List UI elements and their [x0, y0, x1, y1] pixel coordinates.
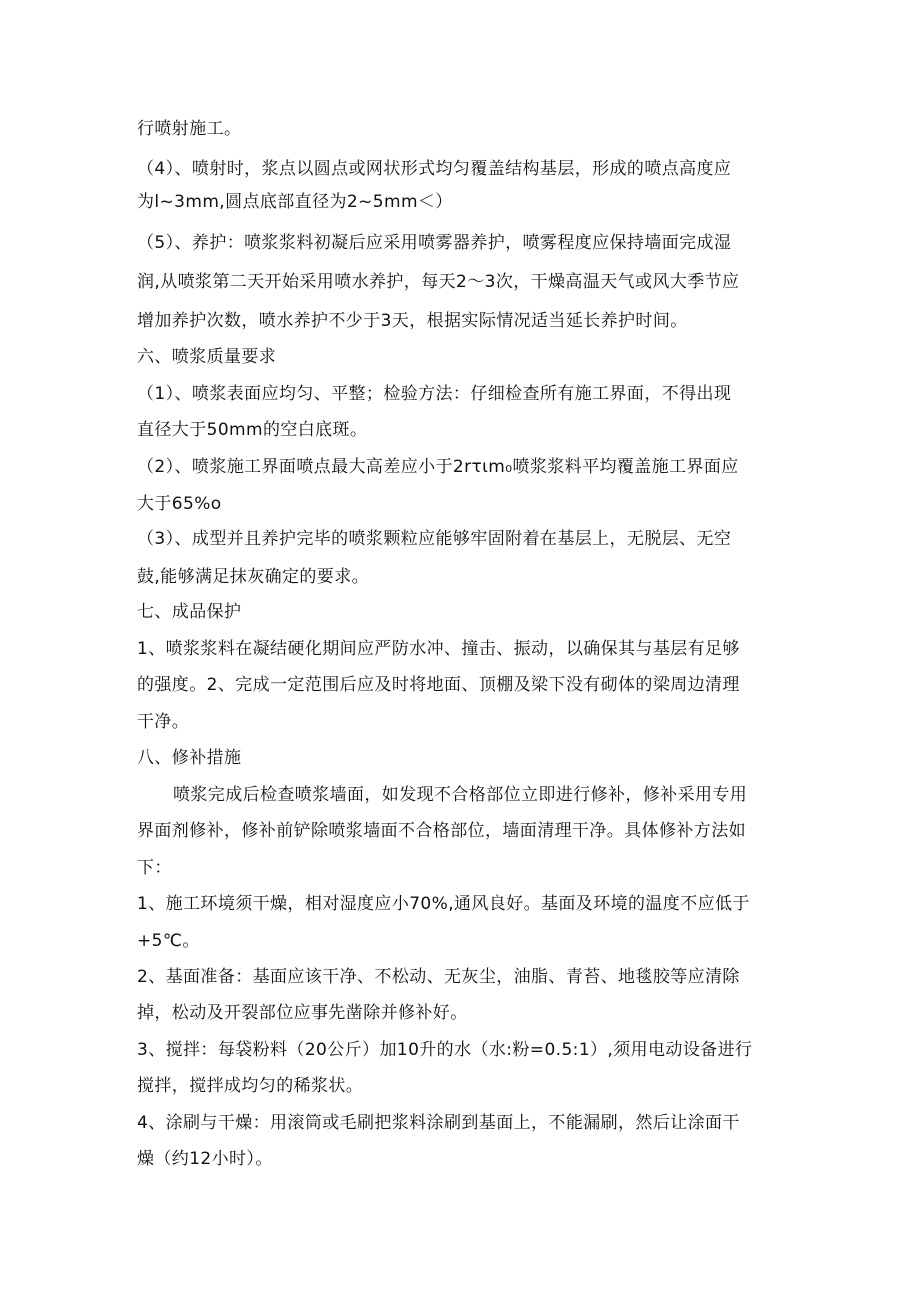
text-line: 干净。	[137, 712, 190, 732]
text-line: 喷浆完成后检查喷浆墙面，如发现不合格部位立即进行修补，修补采用专用	[173, 785, 748, 805]
text-line: 1、施工环境须干燥，相对湿度应小70%,通风良好。基面及环境的温度不应低于	[137, 894, 750, 914]
text-line: 3、搅拌：每袋粉料（20公斤）加10升的水（水:粉=0.5:1）,须用电动设备进行	[137, 1040, 753, 1060]
text-line: 的强度。2、完成一定范围后应及时将地面、顶棚及梁下没有砌体的梁周边清理	[137, 675, 740, 695]
text-line: （1）、喷浆表面应均匀、平整；检验方法：仔细检查所有施工界面，不得出现	[137, 384, 732, 404]
text-line: 直径大于50mm的空白底斑。	[137, 420, 368, 440]
text-line: 鼓,能够满足抹灰确定的要求。	[137, 567, 370, 587]
section-heading: 七、成品保护	[137, 602, 242, 622]
text-line: 增加养护次数，喷水养护不少于3天，根据实际情况适当延长养护时间。	[137, 311, 688, 331]
text-line: 行喷射施工。	[137, 119, 242, 139]
text-line: +5℃。	[137, 931, 200, 951]
text-line: 掉，松动及开裂部位应事先凿除并修补好。	[137, 1003, 468, 1023]
text-line: 燥（约12小时）。	[137, 1149, 273, 1169]
text-line: 润,从喷浆第二天开始采用喷水养护，每天2～3次，干燥高温天气或风大季节应	[137, 272, 740, 292]
text-line: 搅拌，搅拌成均匀的稀浆状。	[137, 1076, 364, 1096]
text-line: （2）、喷浆施工界面喷点最大高差应小于2rτιm₀喷浆浆料平均覆盖施工界面应	[137, 457, 739, 477]
text-line: 为l~3mm,圆点底部直径为2~5mm＜）	[137, 192, 453, 212]
section-heading: 八、修补措施	[137, 748, 242, 768]
text-line: 4、涂刷与干燥：用滚筒或毛刷把浆料涂刷到基面上，不能漏刷，然后让涂面干	[137, 1113, 740, 1133]
text-line: （4）、喷射时，浆点以圆点或网状形式均匀覆盖结构基层，形成的喷点高度应	[137, 159, 732, 179]
text-line: （3）、成型并且养护完毕的喷浆颗粒应能够牢固附着在基层上，无脱层、无空	[137, 529, 732, 549]
text-line: 2、基面准备：基面应该干净、不松动、无灰尘，油脂、青苔、地毯胶等应清除	[137, 967, 740, 987]
text-line: 界面剂修补，修补前铲除喷浆墙面不合格部位，墙面清理干净。具体修补方法如	[137, 821, 746, 841]
text-line: 1、喷浆浆料在凝结硬化期间应严防水冲、撞击、振动，以确保其与基层有足够	[137, 639, 740, 659]
text-line: 大于65%o	[137, 494, 222, 514]
text-line: 下：	[137, 858, 172, 878]
section-heading: 六、喷浆质量要求	[137, 347, 277, 367]
text-line: （5）、养护：喷浆浆料初凝后应采用喷雾器养护，喷雾程度应保持墙面完成湿	[137, 233, 732, 253]
